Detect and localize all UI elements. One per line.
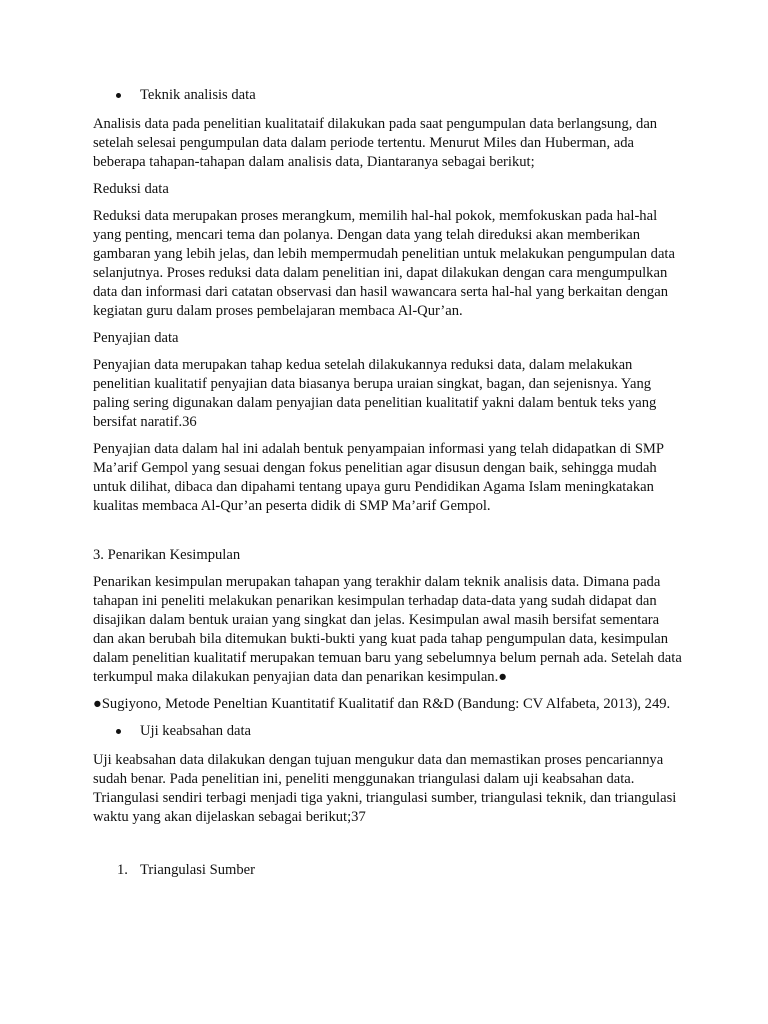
paragraph-analisis-intro: Analisis data pada penelitian kualitataif dilakukan pada saat pengumpulan data berlangsung, dan setelah selesai pengumpulan data dalam periode tertentu. Menurut Miles dan Huberman, ada beberapa tahapan-tahapan dalam analisis data, Diantaranya sebagai berikut; [93, 116, 658, 170]
bullet-item-teknik-analisis [93, 86, 683, 105]
paragraph-penarikan-kesimpulan: Penarikan kesimpulan merupakan tahapan yang terakhir dalam teknik analisis data. Dimana pada tahapan ini peneliti melakukan penarikan kesimpulan terhadap data-data yang sudah didapat dan disajikan dalam bentuk uraian yang singkat dan jelas. Kesimpulan awal masih bersifat sementara dan akan berubah bila ditemukan bukti-bukti yang kuat pada tahap pengumpulan data, kesimpulan dalam penelitian kualitatif merupakan temuan baru yang sebelumnya belum pernah ada. Setelah data terkumpul maka dilakukan penyajian data dan penarikan kesimpulan.● [93, 574, 682, 685]
paragraph-penyajian-1: Penyajian data merupakan tahap kedua setelah dilakukannya reduksi data, dalam melakukan penelitian kualitatif penyajian data biasanya berupa uraian singkat, bagan, dan sejenisnya. Yang paling sering digunakan dalam penyajian data penelitian kualitatif yakni dalam bentuk teks yang bersifat naratif.36 [93, 357, 657, 430]
bullet-text: Uji keabsahan data [140, 723, 252, 739]
bullet-text: Teknik analisis data [140, 87, 256, 103]
list-number: 1. [117, 862, 128, 878]
heading-penarikan-kesimpulan: 3. Penarikan Kesimpulan [93, 547, 241, 563]
paragraph-reduksi-data: Reduksi data merupakan proses merangkum, memilih hal-hal pokok, memfokuskan pada hal-hal yang penting, mencari tema dan polanya. Dengan data yang telah direduksi akan memberikan gambaran yang lebih jelas, dan lebih mempermudah penelitian untuk melakukan pengumpulan data selanjutnya. Proses reduksi data dalam penelitian ini, dapat dilakukan dengan cara mengumpulkan data dan informasi dari catatan observasi dan hasil wawancara serta hal-hal yang berkaitan dengan kegiatan guru dalam proses pembelajaran membaca Al-Qur’an. [93, 208, 675, 319]
spacer [93, 524, 683, 546]
footnote-sugiyono: ●Sugiyono, Metode Peneltian Kuantitatif Kualitatif dan R&D (Bandung: CV Alfabeta, 2013), 249. [93, 696, 671, 712]
numbered-item-text: Triangulasi Sumber [140, 862, 255, 878]
paragraph-penyajian-2: Penyajian data dalam hal ini adalah bentuk penyampaian informasi yang telah didapatkan di SMP Ma’arif Gempol yang sesuai dengan fokus penelitian agar disusun dengan baik, sehingga mudah untuk dilihat, dibaca dan dipahami tentang upaya guru Pendidikan Agama Islam meningkatakan kualitas membaca Al-Qur’an peserta didik di SMP Ma’arif Gempol. [93, 441, 664, 514]
bullet-item-uji-keabsahan [93, 722, 683, 741]
numbered-item-triangulasi-sumber [93, 861, 683, 880]
spacer [93, 835, 683, 861]
heading-penyajian-data: Penyajian data [93, 330, 179, 346]
bullet-icon [116, 729, 121, 734]
paragraph-uji-keabsahan: Uji keabsahan data dilakukan dengan tujuan mengukur data dan memastikan proses pencariannya sudah benar. Pada penelitian ini, peneliti menggunakan triangulasi dalam uji keabsahan data. Triangulasi sendiri terbagi menjadi tiga yakni, triangulasi sumber, triangulasi teknik, dan triangulasi waktu yang akan dijelaskan sebagai berikut;37 [93, 752, 677, 825]
heading-reduksi-data: Reduksi data [93, 181, 169, 197]
document-page [93, 86, 683, 880]
bullet-icon [116, 93, 121, 98]
